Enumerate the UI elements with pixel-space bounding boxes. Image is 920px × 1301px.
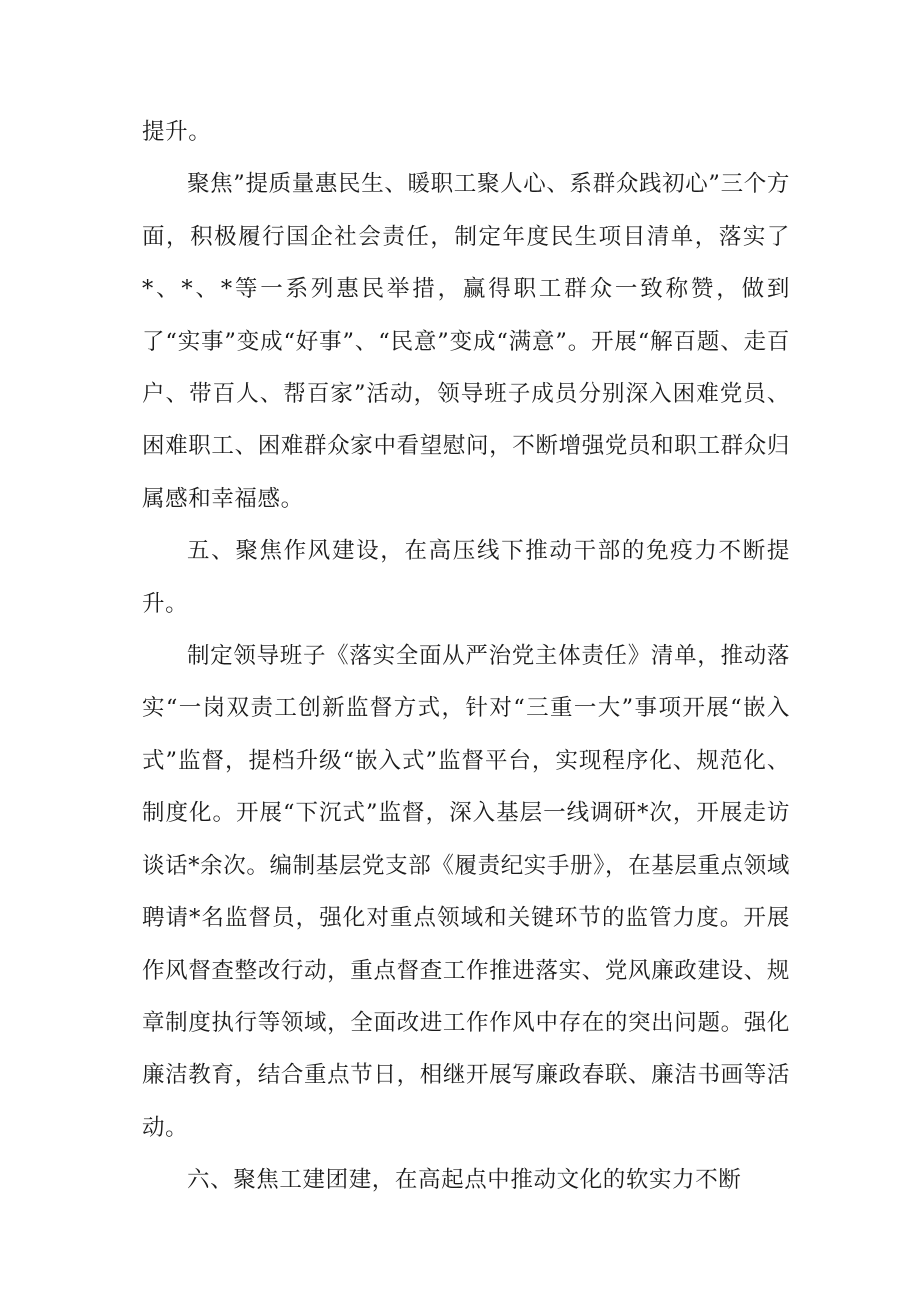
paragraph-continuation: 提升。 — [142, 119, 212, 145]
section-heading-six: 六、聚焦工建团建，在高起点中推动文化的软实力不断 — [187, 1167, 742, 1194]
paragraph-supervision: 制定领导班子《落实全面从严治党主体责任》清单，推动落实“一岗双责工创新监督方式，针对“三重一大”事项开展“嵌入式”监督，提档升级“嵌入式”监督平台，实现程序化、规范化、制度化。开展“下沉式”监督，深入基层一线调研*次，开展走访谈话*余次。编制基层党支部《履责纪实手册》，在基层重点领域聘请*名监督员，强化对重点领域和关键环节的监管力度。开展作风督查整改行动，重点督查工作推进落实、党风廉政建设、规章制度执行等领域，全面改进工作作风中存在的突出问题。强化廉洁教育，结合重点节日，相继开展写廉政春联、廉洁书画等活动。 — [142, 643, 790, 1141]
section-heading-five: 五、聚焦作风建设，在高压线下推动干部的免疫力不断提升。 — [142, 538, 790, 617]
document-body — [142, 106, 790, 1207]
paragraph-livelihood: 聚焦”提质量惠民生、暖职工聚人心、系群众践初心”三个方面，积极履行国企社会责任，制定年度民生项目清单，落实了*、*、*等一系列惠民举措，赢得职工群众一致称赞，做到了“实事”变成“好事”、“民意”变成“满意”。开展“解百题、走百户、带百人、帮百家”活动，领导班子成员分别深入困难党员、困难职工、困难群众家中看望慰问，不断增强党员和职工群众归属感和幸福感。 — [142, 171, 790, 512]
